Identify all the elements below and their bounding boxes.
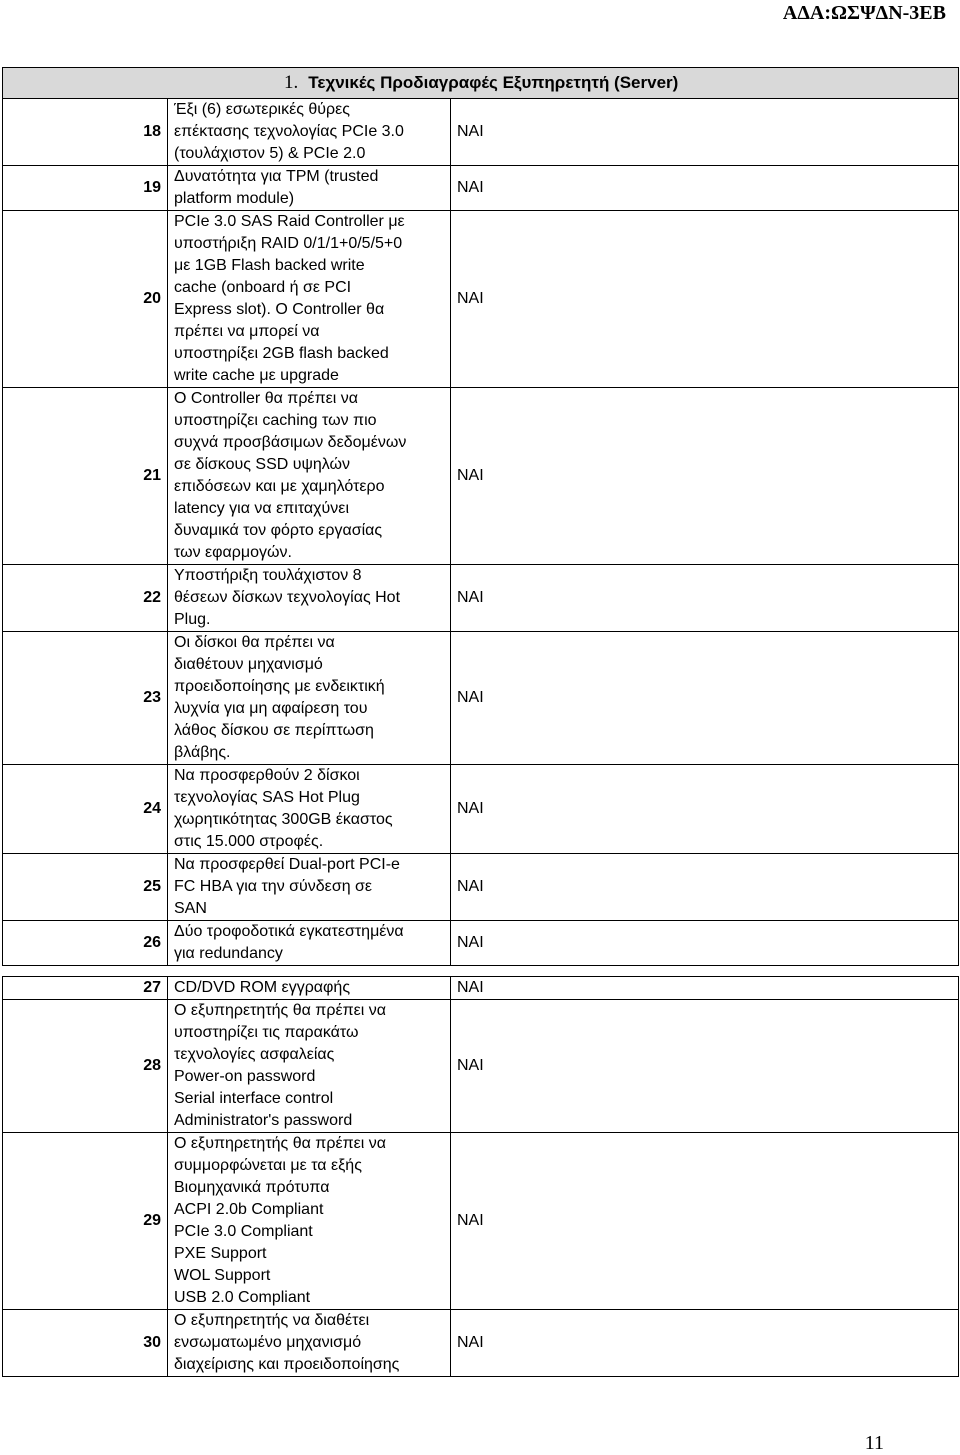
description-line: πρέπει να μπορεί να [174,323,320,340]
row-answer: ΝΑΙ [451,632,959,765]
description-line: με 1GB Flash backed write [174,257,365,274]
description-line: τεχνολογίας SAS Hot Plug [174,789,360,806]
row-description [168,632,451,765]
table-row [3,854,959,921]
section-header-row [3,68,959,99]
description-line: Έξι (6) εσωτερικές θύρες [174,101,350,118]
description-line: προειδοποίησης με ενδεικτική [174,678,385,695]
description-line: υποστήριξη RAID 0/1/1+0/5/5+0 [174,235,403,252]
row-answer: ΝΑΙ [451,166,959,211]
description-line: Οι δίσκοι θα πρέπει να [174,634,335,651]
description-line: διαχείρισης και προειδοποίησης [174,1356,400,1373]
description-line: υποστηρίζει τις παρακάτω [174,1024,359,1041]
row-description [168,99,451,166]
table-row [3,1000,959,1133]
row-number: 27 [3,977,168,1000]
description-line: τεχνολογίες ασφαλείας [174,1046,335,1063]
section-header-cell [3,68,959,99]
row-answer: ΝΑΙ [451,765,959,854]
description-line: βλάβης. [174,744,231,761]
row-number: 23 [3,632,168,765]
description-line: Ο εξυπηρετητής να διαθέτει [174,1312,370,1329]
row-answer: ΝΑΙ [451,388,959,565]
table-row [3,565,959,632]
description-line: Administrator's password [174,1112,353,1129]
row-description [168,388,451,565]
description-line: συμμορφώνεται με τα εξής [174,1157,362,1174]
description-line: Να προσφερθεί Dual-port PCI-e [174,856,400,873]
description-line: για redundancy [174,945,283,962]
row-description [168,977,451,1000]
row-number: 20 [3,211,168,388]
description-line: Plug. [174,611,211,628]
description-line: PCIe 3.0 SAS Raid Controller με [174,213,405,230]
table-row [3,632,959,765]
table-row [3,388,959,565]
section-number: 1. [284,71,299,93]
description-line: SAN [174,900,207,917]
table-row [3,211,959,388]
row-number: 21 [3,388,168,565]
description-line: λάθος δίσκου σε περίπτωση [174,722,374,739]
table-gap-cell [3,966,959,977]
row-answer: ΝΑΙ [451,565,959,632]
description-line: cache (onboard ή σε PCI [174,279,352,296]
row-answer: ΝΑΙ [451,854,959,921]
row-answer: ΝΑΙ [451,1310,959,1377]
row-description [168,854,451,921]
description-line: Να προσφερθούν 2 δίσκοι [174,767,360,784]
description-line: υποστηρίζει caching των πιο [174,412,377,429]
table-row [3,99,959,166]
ada-code: ΑΔΑ:ΩΣΨΔΝ-3ΕΒ [782,2,946,24]
row-number: 28 [3,1000,168,1133]
description-line: δυναμικά τον φόρτο εργασίας [174,522,383,539]
table-row [3,1310,959,1377]
row-number: 25 [3,854,168,921]
description-line: χωρητικότητας 300GB έκαστος [174,811,393,828]
row-description [168,565,451,632]
row-answer: ΝΑΙ [451,921,959,966]
row-number: 26 [3,921,168,966]
description-line: επιδόσεων και με χαμηλότερο [174,478,385,495]
row-answer: ΝΑΙ [451,1000,959,1133]
row-description [168,1133,451,1310]
description-line: στις 15.000 στροφές. [174,833,324,850]
table-row [3,166,959,211]
description-line: Υποστήριξη τουλάχιστον 8 [174,567,362,584]
description-line: CD/DVD ROM εγγραφής [174,979,351,996]
row-answer: ΝΑΙ [451,99,959,166]
spec-table [2,67,959,1377]
row-description [168,1000,451,1133]
description-line: συχνά προσβάσιμων δεδομένων [174,434,407,451]
description-line: latency για να επιταχύνει [174,500,349,517]
description-line: PXE Support [174,1245,267,1262]
description-line: FC HBA για την σύνδεση σε [174,878,373,895]
row-answer: ΝΑΙ [451,1133,959,1310]
row-description [168,921,451,966]
row-number: 30 [3,1310,168,1377]
description-line: Βιομηχανικά πρότυπα [174,1179,330,1196]
description-line: O Controller θα πρέπει να [174,390,358,407]
section-title-text: Τεχνικές Προδιαγραφές Εξυπηρετητή (Server) [308,72,679,92]
table-gap-row [3,966,959,977]
description-line: επέκτασης τεχνολογίας PCIe 3.0 [174,123,404,140]
table-row [3,1133,959,1310]
description-line: Ο εξυπηρετητής θα πρέπει να [174,1135,386,1152]
table-row [3,765,959,854]
table-row [3,921,959,966]
description-line: θέσεων δίσκων τεχνολογίας Hot [174,589,401,606]
section-title [284,72,678,94]
description-line: Serial interface control [174,1090,334,1107]
row-number: 18 [3,99,168,166]
description-line: USB 2.0 Compliant [174,1289,311,1306]
description-line: platform module) [174,190,295,207]
row-answer: ΝΑΙ [451,977,959,1000]
description-line: Power-on password [174,1068,316,1085]
description-line: Ο εξυπηρετητής θα πρέπει να [174,1002,386,1019]
description-line: Express slot). O Controller θα [174,301,385,318]
description-line: υποστηρίξει 2GB flash backed [174,345,389,362]
description-line: WOL Support [174,1267,271,1284]
description-line: ACPI 2.0b Compliant [174,1201,324,1218]
row-description [168,211,451,388]
description-line: σε δίσκους SSD υψηλών [174,456,351,473]
row-description [168,1310,451,1377]
table-row [3,977,959,1000]
description-line: write cache με upgrade [174,367,339,384]
row-number: 19 [3,166,168,211]
description-line: λυχνία για μη αφαίρεση του [174,700,368,717]
description-line: των εφαρμογών. [174,544,292,561]
description-line: Δυνατότητα για TPM (trusted [174,168,379,185]
row-number: 22 [3,565,168,632]
description-line: ενσωματωμένο μηχανισμό [174,1334,362,1351]
row-number: 24 [3,765,168,854]
description-line: Δύο τροφοδοτικά εγκατεστημένα [174,923,404,940]
page-number: 11 [864,1432,884,1454]
row-answer: ΝΑΙ [451,211,959,388]
row-number: 29 [3,1133,168,1310]
description-line: διαθέτουν μηχανισμό [174,656,323,673]
row-description [168,765,451,854]
row-description [168,166,451,211]
description-line: (τουλάχιστον 5) & PCIe 2.0 [174,145,366,162]
description-line: PCIe 3.0 Compliant [174,1223,313,1240]
